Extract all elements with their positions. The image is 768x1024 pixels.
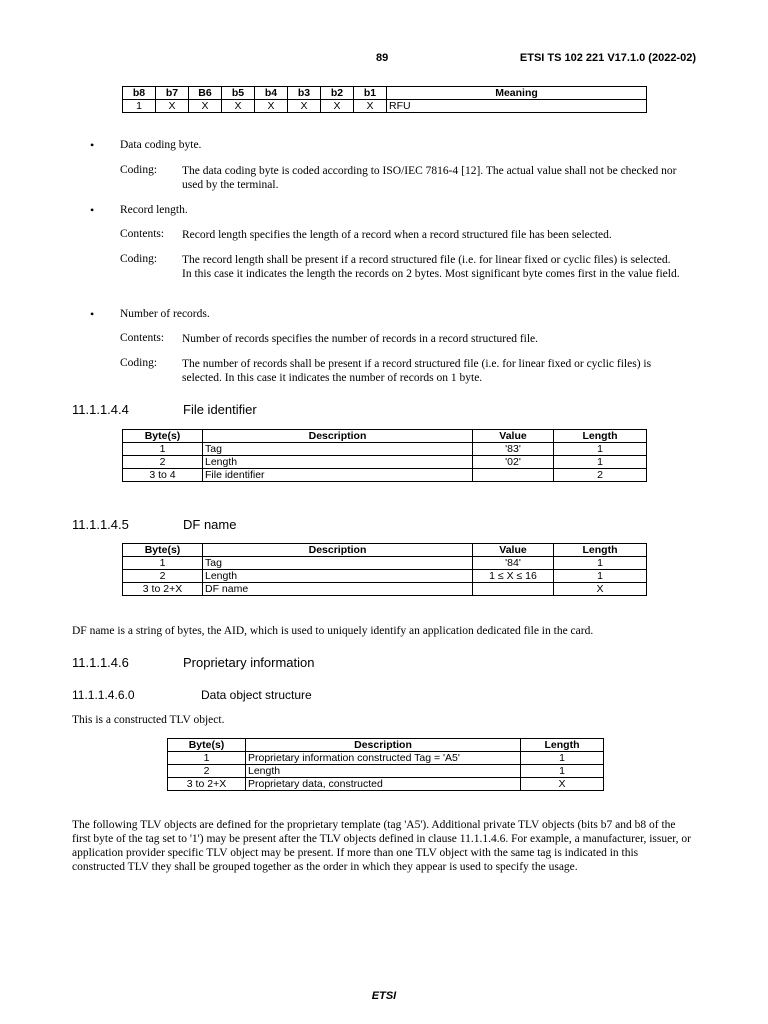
footer-etsi-label: ETSI bbox=[371, 990, 397, 1002]
table-cell: 2 bbox=[123, 456, 203, 469]
table-cell: '83' bbox=[473, 443, 554, 456]
list-item-title: Number of records. bbox=[120, 308, 210, 320]
table-header-cell: Value bbox=[473, 430, 554, 443]
table-header-cell: Byte(s) bbox=[123, 430, 203, 443]
section-number: 11.1.1.4.5 bbox=[72, 517, 129, 532]
table-header-cell: b4 bbox=[255, 87, 288, 100]
bullet-marker: • bbox=[90, 138, 95, 152]
contents-text: Number of records specifies the number of records in a record structured file. bbox=[182, 333, 539, 345]
bullet-marker: • bbox=[90, 203, 95, 217]
table-cell: 1 bbox=[123, 443, 203, 456]
table-cell: '02' bbox=[473, 456, 554, 469]
table-cell bbox=[473, 469, 554, 482]
data-object-table bbox=[167, 738, 604, 791]
table-cell: X bbox=[521, 778, 604, 791]
table-cell: DF name bbox=[203, 583, 473, 596]
section-number: 11.1.1.4.6 bbox=[72, 655, 129, 670]
table-header-cell: b3 bbox=[288, 87, 321, 100]
document-id: ETSI TS 102 221 V17.1.0 (2022-02) bbox=[519, 52, 696, 64]
section-title: DF name bbox=[183, 517, 237, 532]
table-cell: Tag bbox=[203, 443, 473, 456]
table-cell: 2 bbox=[168, 765, 246, 778]
section-heading bbox=[72, 517, 672, 535]
coding-label: Coding: bbox=[120, 357, 158, 369]
table-header-cell: Description bbox=[246, 739, 521, 752]
table-cell: 1 ≤ X ≤ 16 bbox=[473, 570, 554, 583]
coding-text: The data coding byte is coded according to ISO/IEC 7816-4 [12]. The actual value shall not be checked nor used by the terminal. bbox=[182, 165, 677, 191]
table-row bbox=[123, 570, 647, 583]
table-cell: Proprietary information constructed Tag = 'A5' bbox=[246, 752, 521, 765]
table-row bbox=[123, 469, 647, 482]
table-row bbox=[168, 752, 604, 765]
table-header-row bbox=[168, 739, 604, 752]
table-cell: Length bbox=[246, 765, 521, 778]
table-cell: 1 bbox=[168, 752, 246, 765]
coding-text: The record length shall be present if a record structured file (i.e. for linear fixed or cyclic files) is selected. In this case it indicates the length the records on 2 bytes. Most significant byte comes first in the value field. bbox=[182, 254, 680, 280]
table-row bbox=[168, 765, 604, 778]
table-header-cell: Value bbox=[473, 544, 554, 557]
table-header-cell: Length bbox=[554, 544, 647, 557]
table-cell: 1 bbox=[521, 765, 604, 778]
table-cell: X bbox=[222, 100, 255, 113]
table-cell: Length bbox=[203, 456, 473, 469]
table-cell: 1 bbox=[521, 752, 604, 765]
table-cell: RFU bbox=[387, 100, 647, 113]
table-row bbox=[123, 557, 647, 570]
table-cell: 1 bbox=[554, 456, 647, 469]
table-cell: 2 bbox=[123, 570, 203, 583]
table-header-cell: Description bbox=[203, 430, 473, 443]
coding-text: The number of records shall be present if a record structured file (i.e. for linear fixed or cyclic files) is selected. In this case it indicates the number of records on 1 byte. bbox=[182, 358, 652, 384]
table-header-cell: Description bbox=[203, 544, 473, 557]
table-row bbox=[123, 100, 647, 113]
section-title: Proprietary information bbox=[183, 655, 315, 670]
df-name-paragraph: DF name is a string of bytes, the AID, which is used to uniquely identify an application dedicated file in the card. bbox=[72, 625, 594, 637]
table-cell: 3 to 2+X bbox=[168, 778, 246, 791]
table-header-row bbox=[123, 87, 647, 100]
section-heading bbox=[72, 402, 672, 420]
table-header-cell: Byte(s) bbox=[168, 739, 246, 752]
table-header-cell: b5 bbox=[222, 87, 255, 100]
table-row bbox=[123, 583, 647, 596]
table-header-cell: b8 bbox=[123, 87, 156, 100]
tlv-paragraph: The following TLV objects are defined for the proprietary template (tag 'A5'). Additional private TLV objects (bits b7 and b8 of the first byte of the tag set to '1') may be present after the TLV objects defined in clause 11.1.1.4.6. For example, a manufacturer, issuer, or application provider specific TLV object may be present. If more than one TLV object with the same tag is indicated in this constructed TLV they shall be grouped together as the order in which they appear is used to specify the usage. bbox=[72, 819, 691, 873]
table-cell: X bbox=[554, 583, 647, 596]
bits-table bbox=[122, 86, 647, 113]
table-row bbox=[123, 443, 647, 456]
section-number: 11.1.1.4.6.0 bbox=[72, 688, 135, 702]
intro-paragraph: This is a constructed TLV object. bbox=[72, 714, 225, 726]
df-name-table bbox=[122, 543, 647, 596]
table-cell: 2 bbox=[554, 469, 647, 482]
table-cell bbox=[473, 583, 554, 596]
table-cell: X bbox=[288, 100, 321, 113]
table-header-cell: b1 bbox=[354, 87, 387, 100]
table-cell: 1 bbox=[123, 100, 156, 113]
table-header-cell: B6 bbox=[189, 87, 222, 100]
table-cell: Length bbox=[203, 570, 473, 583]
contents-label: Contents: bbox=[120, 332, 165, 344]
table-cell: X bbox=[189, 100, 222, 113]
table-cell: '84' bbox=[473, 557, 554, 570]
table-row bbox=[123, 456, 647, 469]
file-identifier-table bbox=[122, 429, 647, 482]
contents-text: Record length specifies the length of a record when a record structured file has been selected. bbox=[182, 229, 612, 241]
table-cell: 3 to 2+X bbox=[123, 583, 203, 596]
table-header-cell: b2 bbox=[321, 87, 354, 100]
section-heading bbox=[72, 655, 672, 673]
table-cell: X bbox=[255, 100, 288, 113]
table-cell: 1 bbox=[554, 570, 647, 583]
section-number: 11.1.1.4.4 bbox=[72, 402, 129, 417]
list-item-title: Record length. bbox=[120, 204, 188, 216]
table-row bbox=[168, 778, 604, 791]
table-header-cell: Meaning bbox=[387, 87, 647, 100]
table-header-cell: Length bbox=[521, 739, 604, 752]
table-cell: File identifier bbox=[203, 469, 473, 482]
bullet-marker: • bbox=[90, 307, 95, 321]
table-cell: 3 to 4 bbox=[123, 469, 203, 482]
table-header-cell: b7 bbox=[156, 87, 189, 100]
table-header-row bbox=[123, 544, 647, 557]
table-cell: X bbox=[354, 100, 387, 113]
subsection-heading bbox=[72, 688, 672, 706]
table-header-cell: Byte(s) bbox=[123, 544, 203, 557]
table-cell: Tag bbox=[203, 557, 473, 570]
coding-label: Coding: bbox=[120, 164, 158, 176]
page-number: 89 bbox=[376, 52, 389, 64]
table-cell: X bbox=[156, 100, 189, 113]
table-cell: 1 bbox=[554, 443, 647, 456]
table-cell: X bbox=[321, 100, 354, 113]
table-cell: 1 bbox=[123, 557, 203, 570]
list-item-title: Data coding byte. bbox=[120, 139, 202, 151]
table-cell: Proprietary data, constructed bbox=[246, 778, 521, 791]
table-header-row bbox=[123, 430, 647, 443]
contents-label: Contents: bbox=[120, 228, 165, 240]
table-cell: 1 bbox=[554, 557, 647, 570]
coding-label: Coding: bbox=[120, 253, 158, 265]
section-title: File identifier bbox=[183, 402, 257, 417]
section-title: Data object structure bbox=[201, 688, 312, 702]
table-header-cell: Length bbox=[554, 430, 647, 443]
